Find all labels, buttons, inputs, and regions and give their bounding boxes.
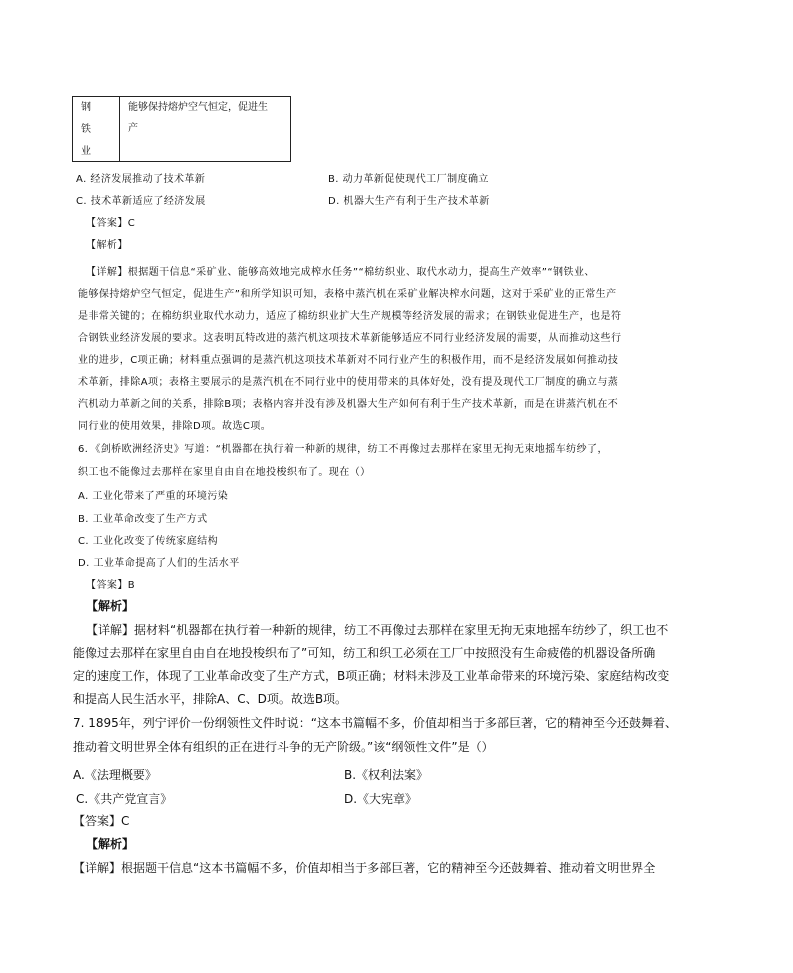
q5-detail-line: 是非常关键的；在棉纺织业取代水动力，适应了棉纺织业扩大生产规模等经济发展的需求；在钢铁业促进生产，也是符 [78, 311, 622, 322]
q7-option-b: B.《权利法案》 [344, 768, 429, 782]
q7-option-d: D.《大宪章》 [344, 792, 418, 806]
steam-engine-table [72, 96, 291, 162]
q5-option-c: C. 技术革新适应了经济发展 [76, 196, 206, 207]
q6-stem-line: 6．《剑桥欧洲经济史》写道：“机器都在执行着一种新的规律，纺工不再像过去那样在家里无拘无束地摇车纺纱了， [78, 444, 608, 455]
table-cell-char: 钢 [81, 102, 91, 113]
q5-detail-line: 业的进步，C项正确；材料重点强调的是蒸汽机这项技术革新对不同行业产生的积极作用，而不是经济发展如何推动技 [78, 355, 619, 366]
q7-option-a: A.《法理概要》 [73, 768, 157, 782]
q6-detail-line: 定的速度工作，体现了工业革命改变了生产方式，B项正确；材料未涉及工业革命带来的环境污染、家庭结构改变 [73, 669, 670, 683]
q6-analysis-label: 【解析】 [86, 599, 135, 613]
q6-answer: 【答案】B [86, 580, 136, 591]
q7-detail-line: 【详解】根据题干信息“这本书篇幅不多，价值却相当于多部巨著，它的精神至今还鼓舞着、推动着文明世界全 [73, 861, 656, 875]
q6-detail-line: 【详解】据材料“机器都在执行着一种新的规律，纺工不再像过去那样在家里无拘无束地摇车纺纱了，织工也不 [86, 623, 669, 637]
table-industry-cell [73, 97, 120, 161]
q6-option-b: B. 工业革命改变了生产方式 [78, 514, 208, 525]
table-cell-char: 铁 [81, 124, 91, 135]
q5-detail-line: 合钢铁业经济发展的要求。这表明瓦特改进的蒸汽机这项技术革新能够适应不同行业经济发展的需要，从而推动这些行 [78, 333, 622, 344]
q5-analysis-label: 【解析】 [86, 240, 128, 251]
q5-detail-line: 术革新，排除A项；表格主要展示的是蒸汽机在不同行业中的使用带来的具体好处，没有提及现代工厂制度的确立与蒸 [78, 377, 619, 388]
q6-option-a: A. 工业化带来了严重的环境污染 [78, 491, 229, 502]
q6-detail-line: 和提高人民生活水平，排除A、C、D项。故选B项。 [73, 692, 348, 706]
q7-stem-line: 7. 1895年，列宁评价一份纲领性文件时说：“这本书篇幅不多，价值却相当于多部巨著，它的精神至今还鼓舞着、 [73, 716, 678, 730]
q7-stem-line: 推动着文明世界全体有组织的正在进行斗争的无产阶级。”该“纲领性文件”是（） [73, 740, 494, 754]
table-effect-cell [120, 97, 290, 161]
table-cell-line: 产 [128, 123, 138, 134]
q6-detail-line: 能像过去那样在家里自由自在地投梭织布了”可知，纺工和织工必须在工厂中按照没有生命疲倦的机器设备所确 [73, 646, 656, 660]
q6-option-c: C. 工业化改变了传统家庭结构 [78, 536, 219, 547]
q6-option-d: D. 工业革命提高了人们的生活水平 [78, 558, 240, 569]
q7-answer: 【答案】C [73, 814, 130, 828]
q7-option-c: C.《共产党宣言》 [76, 792, 173, 806]
q5-detail-line: 汽机动力革新之间的关系，排除B项；表格内容并没有涉及机器大生产如何有利于生产技术革新，而是在讲蒸汽机在不 [78, 399, 619, 410]
q5-option-a: A. 经济发展推动了技术革新 [76, 174, 206, 185]
q5-answer: 【答案】C [86, 218, 136, 229]
q5-detail-line: 能够保持熔炉空气恒定，促进生产”和所学知识可知，表格中蒸汽机在采矿业解决榨水问题，这对于采矿业的正常生产 [78, 289, 617, 300]
table-cell-line: 能够保持熔炉空气恒定，促进生 [128, 102, 268, 113]
q5-detail-line: 同行业的使用效果，排除D项。故选C项。 [78, 421, 272, 432]
q5-option-b: B. 动力革新促使现代工厂制度确立 [328, 174, 489, 185]
q6-stem-line: 织工也不能像过去那样在家里自由自在地投梭织布了。现在（） [78, 467, 371, 478]
q7-analysis-label: 【解析】 [86, 837, 135, 851]
q5-detail-line: 【详解】根据题干信息“采矿业、能够高效地完成榨水任务”“棉纺织业、取代水动力，提高生产效率”“钢铁业、 [86, 267, 595, 278]
q5-option-d: D. 机器大生产有利于生产技术革新 [328, 196, 490, 207]
table-cell-char: 业 [81, 146, 91, 157]
